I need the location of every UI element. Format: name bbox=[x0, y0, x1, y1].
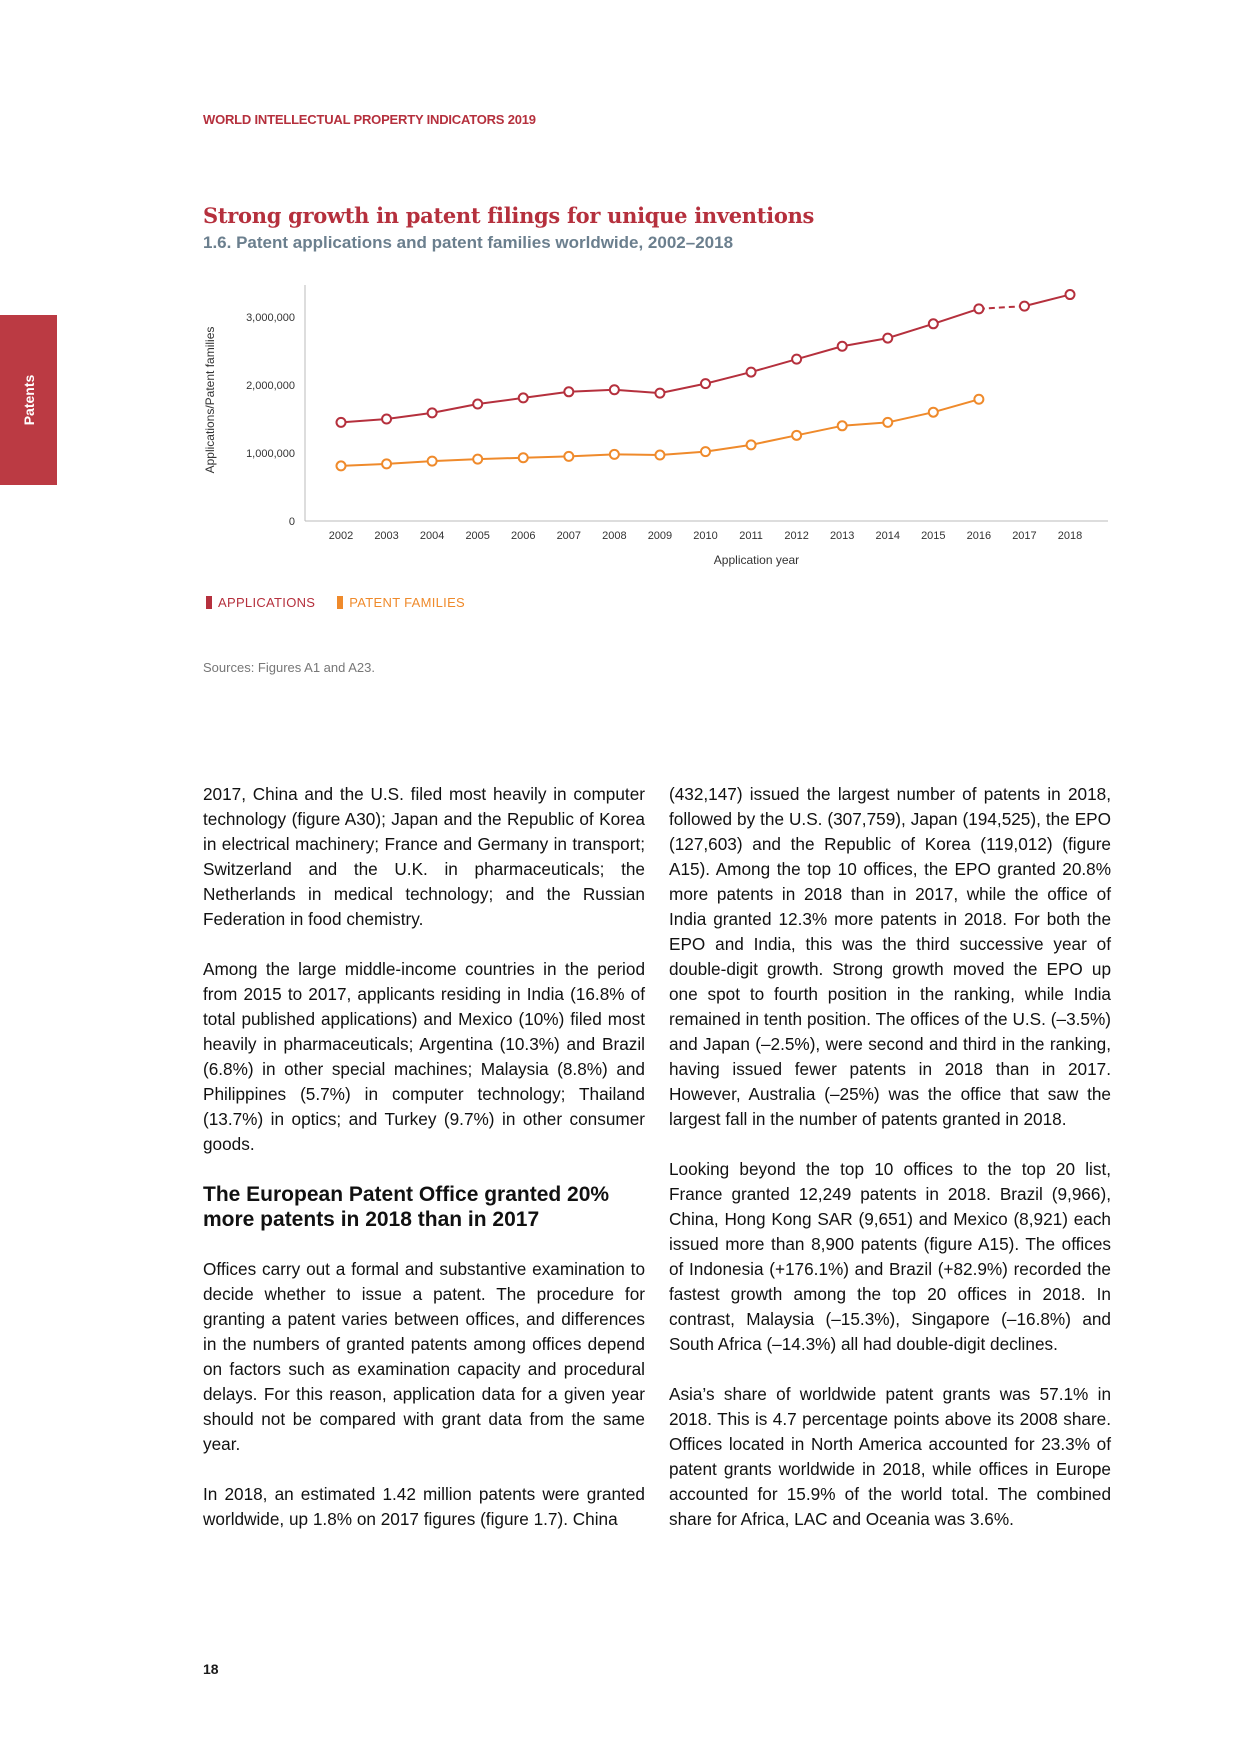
data-point-marker bbox=[655, 389, 664, 398]
x-tick-label: 2006 bbox=[511, 530, 536, 542]
x-tick-label: 2005 bbox=[465, 530, 490, 542]
data-point-marker bbox=[974, 395, 983, 404]
paragraph: In 2018, an estimated 1.42 million patents were granted worldwide, up 1.8% on 2017 figures (figure 1.7). China bbox=[203, 1484, 645, 1529]
series-line-segment bbox=[933, 399, 979, 412]
series-line-segment bbox=[933, 309, 979, 324]
series-line-segment bbox=[706, 372, 752, 384]
series-line-segment bbox=[341, 419, 387, 422]
x-tick-label: 2007 bbox=[556, 530, 582, 542]
data-point-marker bbox=[382, 415, 391, 424]
section-tab-label: Patents bbox=[20, 374, 37, 426]
data-point-marker bbox=[701, 379, 710, 388]
series-line-segment bbox=[341, 464, 387, 466]
figure-subtitle: 1.6. Patent applications and patent families worldwide, 2002–2018 bbox=[203, 233, 734, 252]
legend-label: APPLICATIONS bbox=[218, 595, 316, 610]
y-tick-label: 2,000,000 bbox=[246, 380, 295, 392]
paragraph: 2017, China and the U.S. filed most heavily in computer technology (figure A30); Japan and the Republic of Korea in electrical machinery; France and Germany in transport; Switzerland and the U.K. in pharmaceuticals; the Netherlands in medical technology; and the Russian Federation in food chemistry. bbox=[203, 784, 645, 929]
legend-item-patent-families bbox=[337, 595, 465, 610]
data-point-marker bbox=[610, 385, 619, 394]
legend-swatch-icon bbox=[206, 596, 212, 609]
series-line-segment bbox=[797, 426, 843, 436]
y-axis-label: Applications/Patent families bbox=[203, 326, 217, 474]
x-tick-label: 2012 bbox=[784, 530, 809, 542]
y-tick-label: 0 bbox=[288, 516, 295, 528]
data-point-marker bbox=[701, 447, 710, 456]
series-line-segment bbox=[523, 392, 569, 398]
paragraph: Offices carry out a formal and substantive examination to decide whether to issue a patent. The procedure for granting a patent varies between offices, and differences in the numbers of granted patents among offices depend on factors such as examination capacity and procedural delays. For this reason, application data for a given year should not be compared with grant data from the same year. bbox=[203, 1259, 645, 1454]
series-line-segment bbox=[979, 306, 1025, 309]
x-tick-label: 2004 bbox=[419, 530, 445, 542]
series-line-segment bbox=[569, 390, 615, 392]
paragraph: Among the large middle-income countries in the period from 2015 to 2017, applicants residing in India (16.8% of total published applications) and Mexico (10%) filed most heavily in pharmaceuticals; Argentina (10.3%) and Brazil (6.8%) in other special machines; Malaysia (8.8%) and Philippines (5.7%) in computer technology; Thailand (13.7%) in optics; and Turkey (9.7%) in other consumer goods. bbox=[203, 959, 645, 1154]
data-point-marker bbox=[519, 453, 528, 462]
data-point-marker bbox=[564, 387, 573, 396]
data-point-marker bbox=[564, 452, 573, 461]
data-point-marker bbox=[337, 418, 346, 427]
series-line-segment bbox=[1024, 295, 1070, 307]
x-tick-label: 2011 bbox=[739, 530, 763, 542]
series-line-segment bbox=[660, 452, 706, 455]
data-point-marker bbox=[929, 319, 938, 328]
x-axis-label: Application year bbox=[713, 553, 800, 567]
data-point-marker bbox=[792, 355, 801, 364]
data-point-marker bbox=[337, 461, 346, 470]
data-point-marker bbox=[519, 393, 528, 402]
data-point-marker bbox=[792, 431, 801, 440]
data-point-marker bbox=[655, 451, 664, 460]
data-point-marker bbox=[428, 408, 437, 417]
x-tick-label: 2008 bbox=[602, 530, 627, 542]
data-point-marker bbox=[747, 368, 756, 377]
data-point-marker bbox=[473, 400, 482, 409]
legend-swatch-icon bbox=[337, 596, 343, 609]
x-tick-label: 2016 bbox=[966, 530, 992, 542]
figure-sources: Sources: Figures A1 and A23. bbox=[203, 660, 375, 675]
data-point-marker bbox=[428, 457, 437, 466]
series-line-segment bbox=[842, 422, 888, 425]
series-line-segment bbox=[478, 398, 524, 404]
legend-label: PATENT FAMILIES bbox=[349, 595, 466, 610]
data-point-marker bbox=[883, 334, 892, 343]
series-line-segment bbox=[706, 445, 752, 452]
series-line-segment bbox=[387, 461, 433, 464]
running-head: WORLD INTELLECTUAL PROPERTY INDICATORS 2019 bbox=[203, 112, 536, 127]
series-line-segment bbox=[569, 454, 615, 456]
data-point-marker bbox=[838, 421, 847, 430]
series-line-segment bbox=[432, 459, 478, 461]
data-point-marker bbox=[747, 440, 756, 449]
x-tick-label: 2015 bbox=[921, 530, 946, 542]
paragraph: (432,147) issued the largest number of patents in 2018, followed by the U.S. (307,759), Japan (194,525), the EPO (127,603) and the Republic of Korea (119,012) (figure A15). Among the top 10 offices, the EPO granted 20.8% more patents in 2018 than in 2017, while the office of India granted 12.3% more patents in 2018. For both the EPO and India, this was the third successive year of double-digit growth. Strong growth moved the EPO up one spot to fourth position in the ranking, while India remained in tenth position. The offices of the U.S. (–3.5%) and Japan (–2.5%), were second and third in the ranking, having issued fewer patents in 2018 than in 2017. However, Australia (–25%) was the office that saw the largest fall in the number of patents granted in 2018. bbox=[669, 784, 1111, 1129]
paragraph: Looking beyond the top 10 offices to the top 20 list, France granted 12,249 patents in 2018. Brazil (9,966), China, Hong Kong SAR (9,651) and Mexico (8,921) each issued more than 8,900 patents (figure A15). The offices of Indonesia (+176.1%) and Brazil (+82.9%) recorded the fastest growth among the top 20 offices in 2018. In contrast, Malaysia (–15.3%), Singapore (–16.8%) and South Africa (–14.3%) all had double-digit declines. bbox=[669, 1159, 1111, 1354]
x-tick-label: 2003 bbox=[374, 530, 399, 542]
series-line-segment bbox=[842, 338, 888, 346]
x-tick-label: 2018 bbox=[1057, 530, 1083, 542]
data-point-marker bbox=[1066, 290, 1075, 299]
body-column-right bbox=[669, 782, 1111, 1557]
series-line-segment bbox=[660, 384, 706, 394]
y-tick-label: 3,000,000 bbox=[246, 312, 295, 324]
x-tick-label: 2009 bbox=[647, 530, 673, 542]
series-line-segment bbox=[523, 456, 569, 457]
x-tick-label: 2010 bbox=[693, 530, 718, 542]
series-line-segment bbox=[614, 390, 660, 393]
series-line-segment bbox=[387, 413, 433, 419]
series-line-segment bbox=[751, 359, 797, 372]
data-point-marker bbox=[883, 418, 892, 427]
figure-title: Strong growth in patent filings for unique inventions bbox=[203, 203, 815, 228]
series-line-segment bbox=[888, 324, 934, 338]
data-point-marker bbox=[473, 455, 482, 464]
data-point-marker bbox=[838, 342, 847, 351]
data-point-marker bbox=[382, 459, 391, 468]
series-line-segment bbox=[614, 454, 660, 455]
series-line-segment bbox=[432, 404, 478, 413]
series-line-segment bbox=[478, 458, 524, 459]
page-number: 18 bbox=[203, 1661, 219, 1677]
series-line-segment bbox=[797, 346, 843, 359]
section-heading: The European Patent Office granted 20% more patents in 2018 than in 2017 bbox=[203, 1183, 610, 1231]
y-tick-label: 1,000,000 bbox=[246, 448, 295, 460]
line-chart bbox=[190, 275, 1110, 575]
data-point-marker bbox=[929, 408, 938, 417]
x-tick-label: 2017 bbox=[1012, 530, 1037, 542]
x-tick-label: 2014 bbox=[875, 530, 900, 542]
chart-legend bbox=[206, 595, 465, 610]
data-point-marker bbox=[610, 450, 619, 459]
data-point-marker bbox=[974, 304, 983, 313]
x-tick-label: 2002 bbox=[328, 530, 354, 542]
legend-item-applications bbox=[206, 595, 315, 610]
paragraph: Asia’s share of worldwide patent grants was 57.1% in 2018. This is 4.7 percentage points above its 2008 share. Offices located in North America accounted for 23.3% of patent grants worldwide in 2018, while offices in Europe accounted for 15.9% of the world total. The combined share for Africa, LAC and Oceania was 3.6%. bbox=[669, 1384, 1111, 1529]
series-line-segment bbox=[751, 435, 797, 445]
data-point-marker bbox=[1020, 302, 1029, 311]
body-column-left bbox=[203, 782, 645, 1557]
x-tick-label: 2013 bbox=[829, 530, 855, 542]
section-tab-patents bbox=[0, 315, 57, 485]
series-line-segment bbox=[888, 412, 934, 422]
